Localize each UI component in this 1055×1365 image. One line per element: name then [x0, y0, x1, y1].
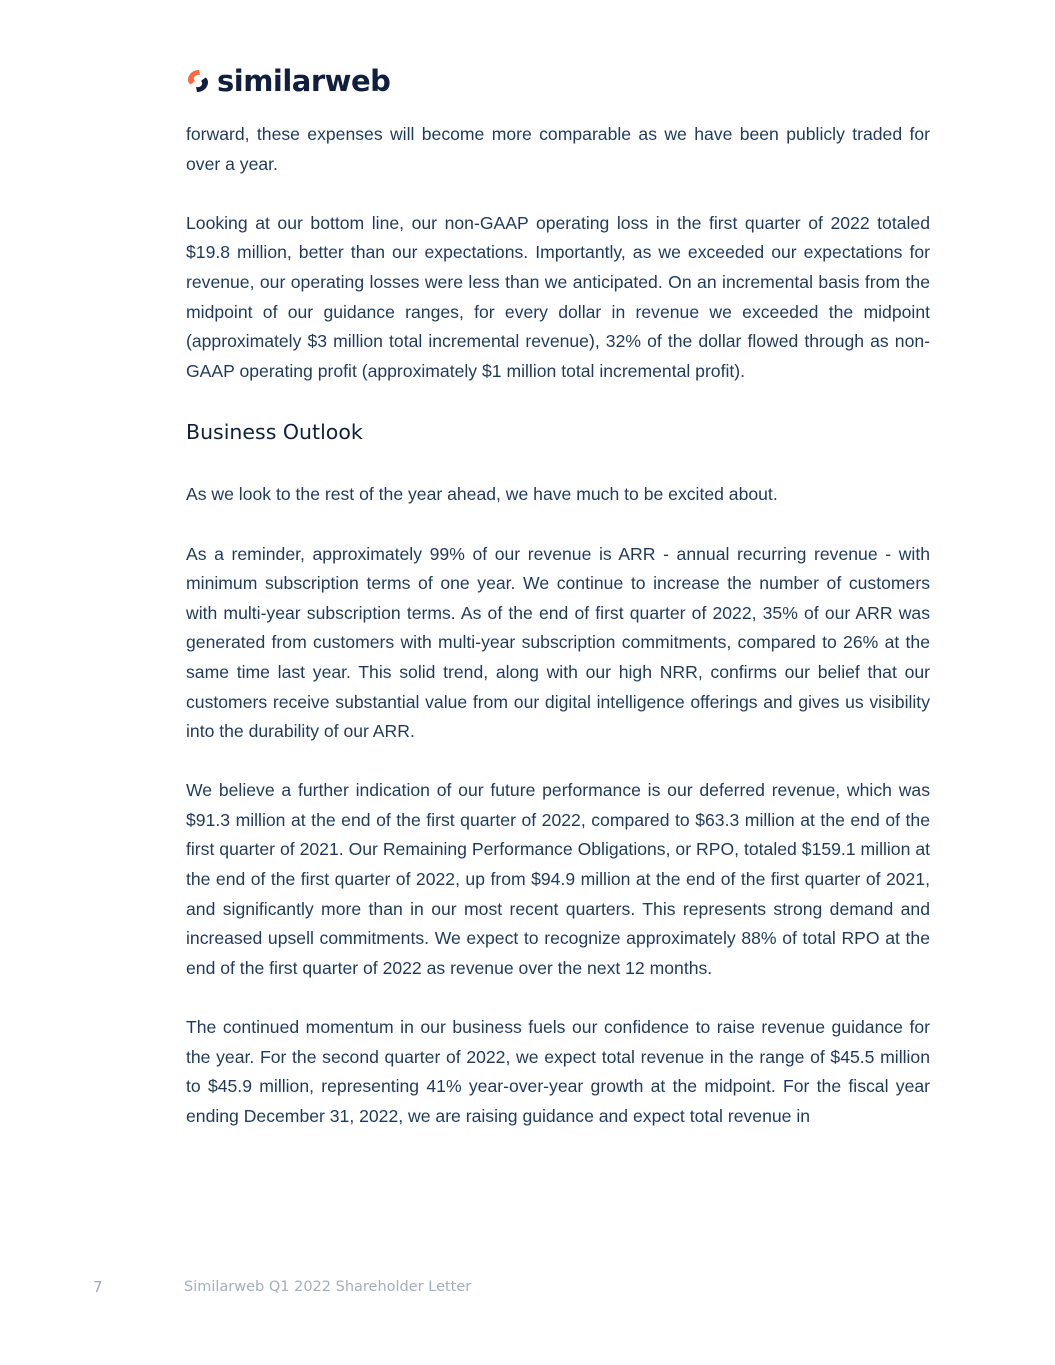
- paragraph-expenses: forward, these expenses will become more comparable as we have been publicly traded for over a year.: [186, 124, 930, 174]
- page-number: 7: [93, 1278, 103, 1296]
- paragraph-arr: As a reminder, approximately 99% of our revenue is ARR - annual recurring revenue - with minimum subscription terms of one year. We continue to increase the number of customers with multi-year subscription terms. As of the end of first quarter of 2022, 35% of our ARR was generated from customers with multi-year subscription commitments, compared to 26% at the same time last year. This solid trend, along with our high NRR, confirms our belief that our customers receive substantial value from our digital intelligence offerings and gives us visibility into the durability of our ARR.: [186, 543, 930, 742]
- brand-logo: [186, 64, 390, 98]
- paragraph-bottom-line: Looking at our bottom line, our non-GAAP operating loss in the first quarter of 2022 totaled $19.8 million, better than our expectations. Importantly, as we exceeded our expectations for revenue, our operating losses were less than we anticipated. On an incremental basis from the midpoint of our guidance ranges, for every dollar in revenue we exceeded the midpoint (approximately $3 million total incremental revenue), 32% of the dollar flowed through as non-GAAP operating profit (approximately $1 million total incremental profit).: [186, 212, 930, 381]
- paragraph-deferred-revenue: We believe a further indication of our future performance is our deferred revenue, which was $91.3 million at the end of the first quarter of 2022, compared to $63.3 million at the end of the first quarter of 2021. Our Remaining Performance Obligations, or RPO, totaled $159.1 million at the end of the first quarter of 2022, up from $94.9 million at the end of the first quarter of 2021, and significantly more than in our most recent quarters. This represents strong demand and increased upsell commitments. We expect to recognize approximately 88% of total RPO at the end of the first quarter of 2022 as revenue over the next 12 months.: [186, 780, 930, 978]
- paragraph-year-ahead: As we look to the rest of the year ahead, we have much to be excited about.: [186, 484, 778, 505]
- brand-name: similarweb: [217, 64, 391, 98]
- section-heading-business-outlook: Business Outlook: [186, 420, 363, 445]
- footer-document-title: Similarweb Q1 2022 Shareholder Letter: [184, 1279, 472, 1295]
- paragraph-guidance: The continued momentum in our business fuels our confidence to raise revenue guidance for the year. For the second quarter of 2022, we expect total revenue in the range of $45.5 million to $45.9 million, representing 41% year-over-year growth at the midpoint. For the fiscal year ending December 31, 2022, we are raising guidance and expect total revenue in: [186, 1017, 930, 1126]
- letter-body: [186, 120, 930, 1131]
- similarweb-logo-icon: [186, 68, 210, 94]
